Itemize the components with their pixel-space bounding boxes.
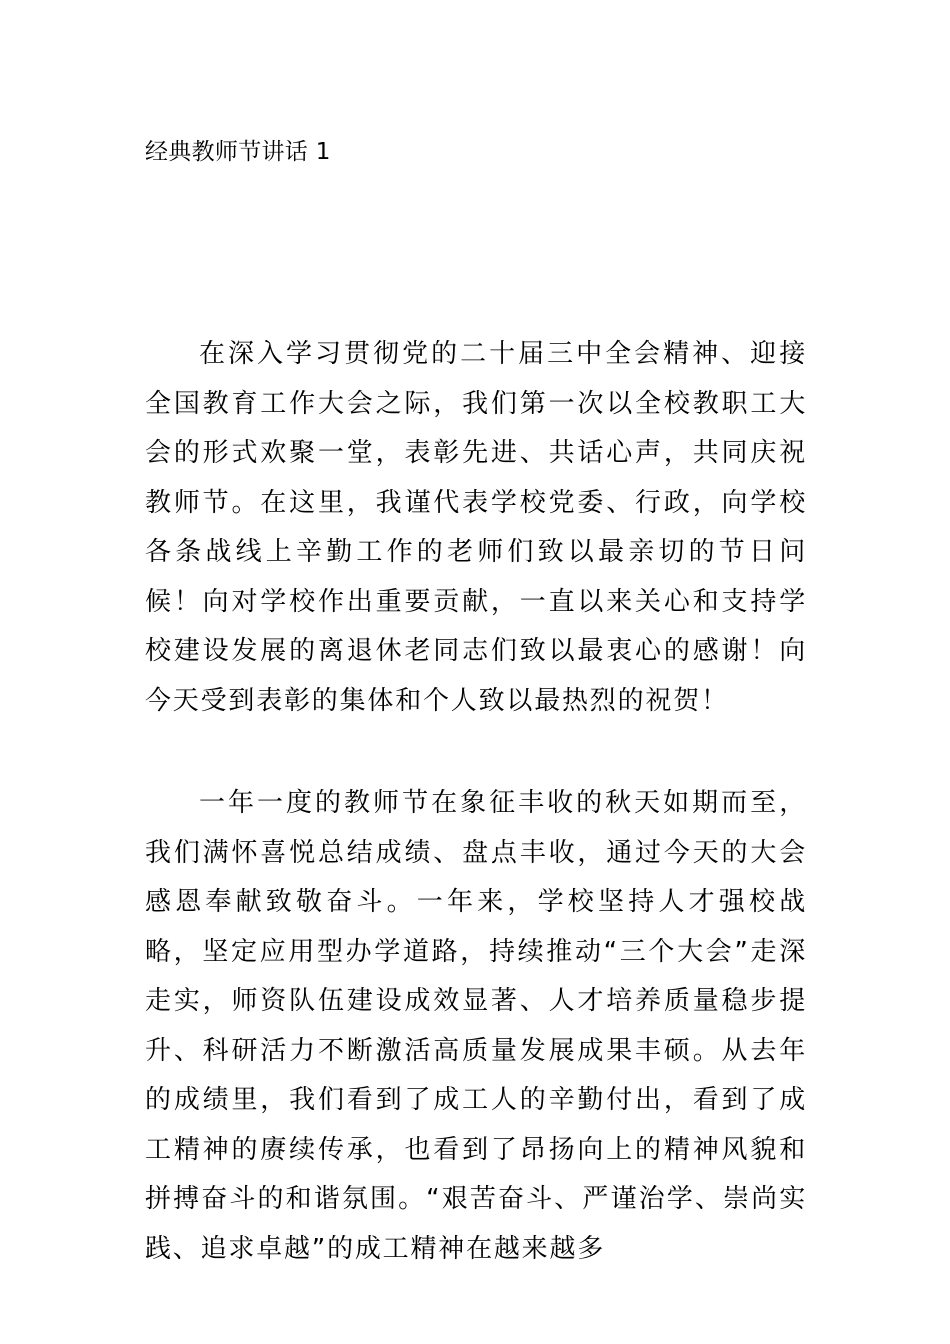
document-body — [145, 330, 807, 1274]
document-title: 经典教师节讲话 1 — [145, 139, 331, 165]
paragraph-1: 在深入学习贯彻党的二十届三中全会精神、迎接全国教育工作大会之际，我们第一次以全校教职工大会的形式欢聚一堂，表彰先进、共话心声，共同庆祝教师节。在这里，我谨代表学校党委、行政，向学校各条战线上辛勤工作的老师们致以最亲切的节日问候！向对学校作出重要贡献，一直以来关心和支持学校建设发展的离退休老同志们致以最衷心的感谢！向今天受到表彰的集体和个人致以最热烈的祝贺！ — [145, 339, 807, 716]
paragraph-2: 一年一度的教师节在象征丰收的秋天如期而至，我们满怀喜悦总结成绩、盘点丰收，通过今天的大会感恩奉献致敬奋斗。一年来，学校坚持人才强校战略，坚定应用型办学道路，持续推动“三个大会”走深走实，师资队伍建设成效显著、人才培养质量稳步提升、科研活力不断激活高质量发展成果丰硕。从去年的成绩里，我们看到了成工人的辛勤付出，看到了成工精神的赓续传承，也看到了昂扬向上的精神风貌和拼搏奋斗的和谐氛围。“艰苦奋斗、严谨治学、崇尚实践、追求卓越”的成工精神在越来越多 — [145, 788, 807, 1264]
